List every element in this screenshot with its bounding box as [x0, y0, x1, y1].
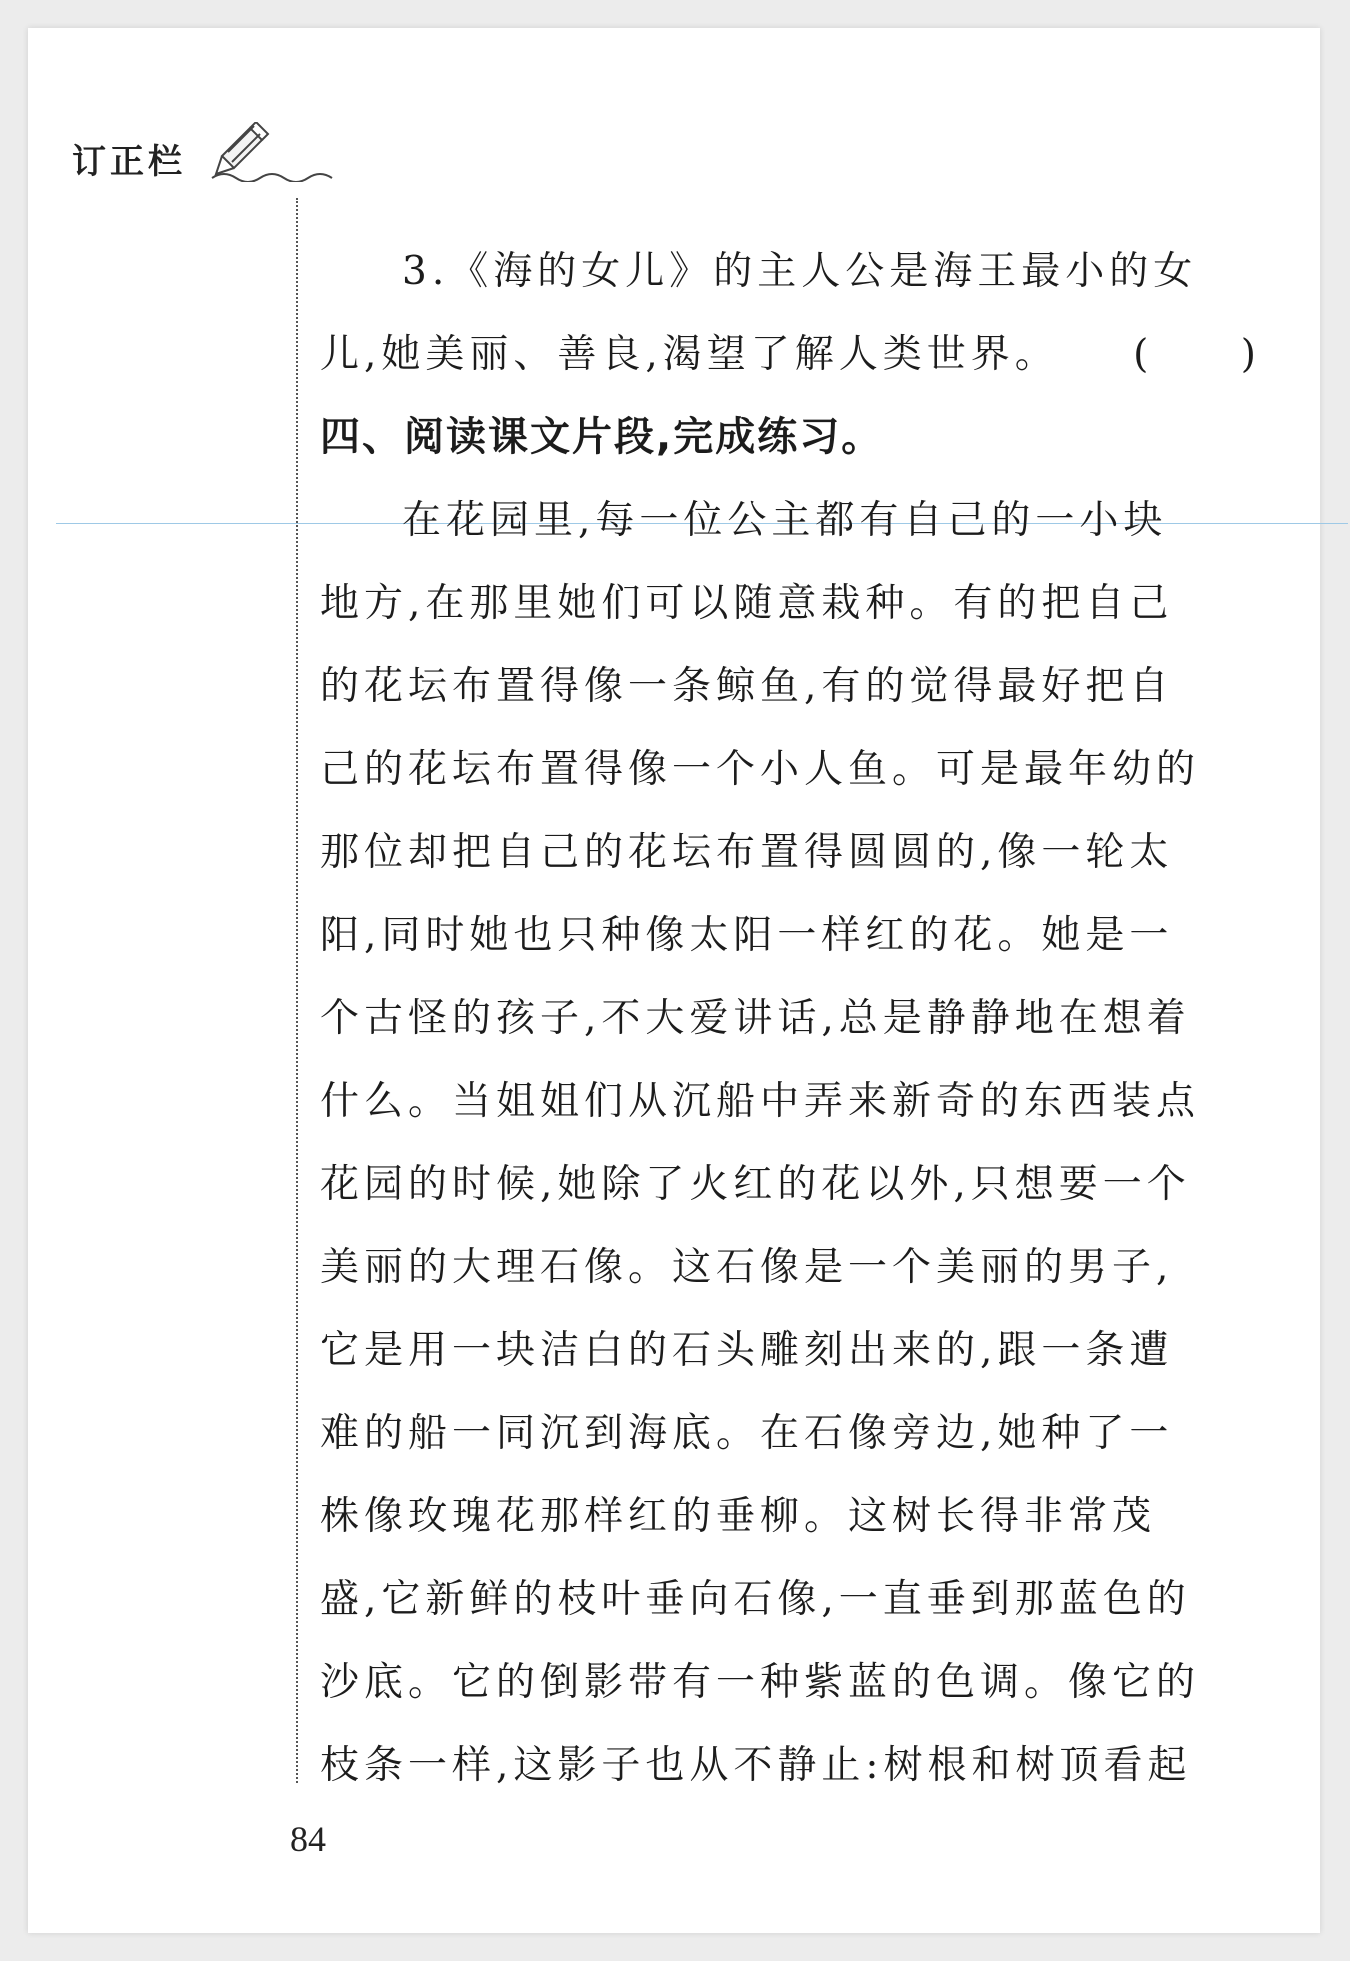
passage-line: 个古怪的孩子,不大爱讲话,总是静静地在想着: [320, 996, 1191, 1041]
passage-line: 沙底。它的倒影带有一种紫蓝的色调。像它的: [320, 1660, 1201, 1705]
question-3-line-1: 3.《海的女儿》的主人公是海王最小的女: [402, 249, 1198, 294]
question-3-text: 儿,她美丽、善良,渴望了解人类世界。: [320, 332, 1059, 377]
passage-line: 花园的时候,她除了火红的花以外,只想要一个: [320, 1162, 1191, 1207]
passage-line: 枝条一样,这影子也从不静止:树根和树顶看起: [320, 1743, 1192, 1788]
reading-passage: [320, 479, 1260, 1807]
passage-line: 地方,在那里她们可以随意栽种。有的把自己: [320, 581, 1174, 626]
passage-line: 美丽的大理石像。这石像是一个美丽的男子,: [320, 1245, 1174, 1290]
passage-line: 那位却把自己的花坛布置得圆圆的,像一轮太: [320, 830, 1174, 875]
answer-blank[interactable]: ( ): [1133, 332, 1296, 377]
correction-column-label: 订正栏: [72, 141, 186, 182]
passage-line: 株像玫瑰花那样红的垂柳。这树长得非常茂: [320, 1494, 1157, 1539]
passage-line: 阳,同时她也只种像太阳一样红的花。她是一: [320, 913, 1174, 958]
passage-line: 己的花坛布置得像一个小人鱼。可是最年幼的: [320, 747, 1201, 792]
correction-column-header: [72, 128, 186, 188]
passage-line: 的花坛布置得像一条鲸鱼,有的觉得最好把自: [320, 664, 1174, 709]
passage-line: 在花园里,每一位公主都有自己的一小块: [402, 498, 1168, 543]
question-3-line-2: [320, 313, 1296, 396]
section-4-heading: 四、阅读课文片段,完成练习。: [320, 414, 884, 460]
page-content: [320, 230, 1296, 1807]
passage-line: 盛,它新鲜的枝叶垂向石像,一直垂到那蓝色的: [320, 1577, 1191, 1622]
passage-line: 什么。当姐姐们从沉船中弄来新奇的东西装点: [320, 1079, 1201, 1124]
pencil-icon: [204, 122, 334, 182]
page-number: 84: [290, 1819, 326, 1859]
passage-line: 它是用一块洁白的石头雕刻出来的,跟一条遭: [320, 1328, 1174, 1373]
passage-line: 难的船一同沉到海底。在石像旁边,她种了一: [320, 1411, 1174, 1456]
correction-margin-divider: [296, 198, 298, 1783]
workbook-page: [28, 28, 1320, 1933]
